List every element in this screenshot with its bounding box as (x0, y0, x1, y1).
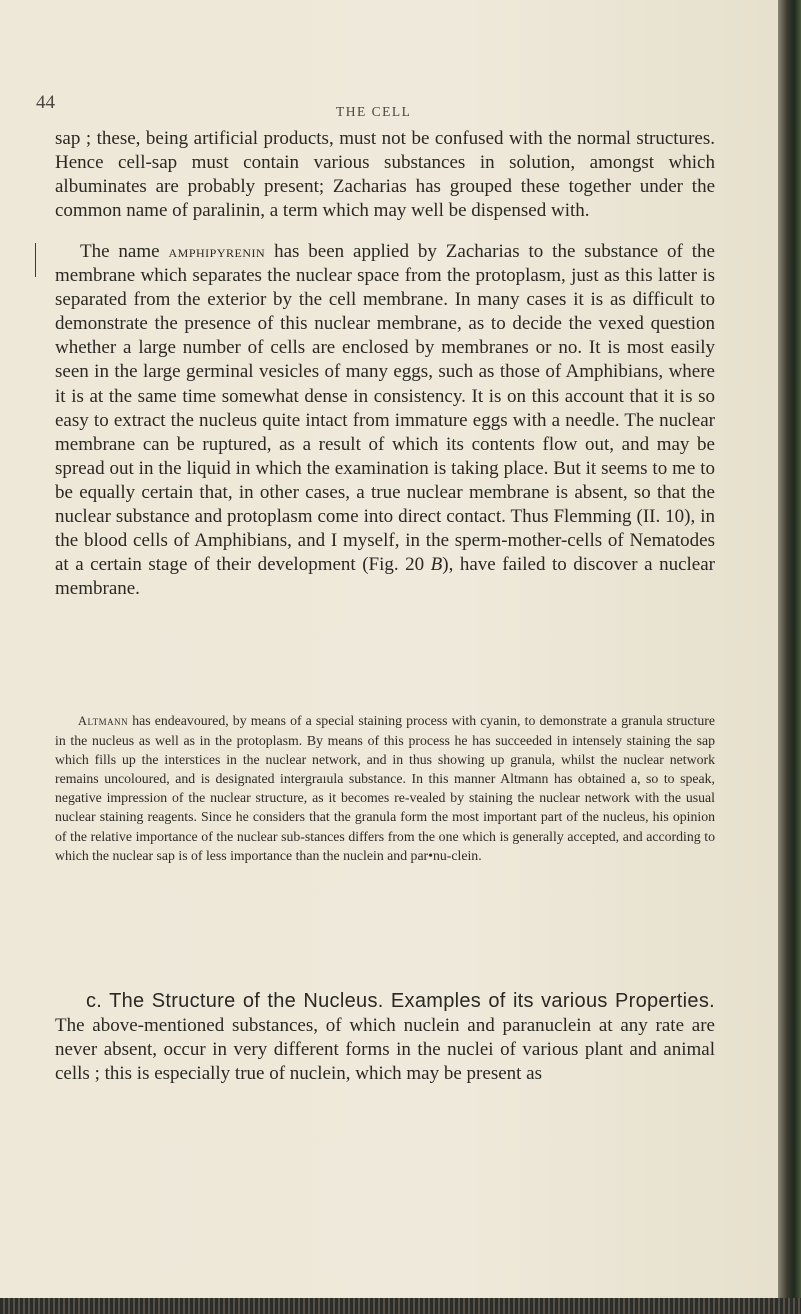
running-head: THE CELL (336, 104, 412, 119)
paragraph-text: ), have failed to discover a nuclear membrane. (55, 554, 715, 600)
paragraph-text: The name (80, 241, 169, 262)
figure-letter: B (430, 554, 443, 576)
section-heading: c. The Structure of the Nucleus. Examples of its various Properties. (86, 990, 715, 1012)
page-bottom-edge (0, 1298, 801, 1314)
paragraph-paralinin: sap ; these, being artificial products, must not be confused with the normal structures. Hence cell-sap must contain various substances in solution, amongst which albuminates are probably present; Zacharias has grouped these together under the common name of paralinin, a term which may well be dispensed with. (55, 128, 715, 222)
paragraph-text: has been applied by Zacharias to the substance of the membrane which separates the nuclear space from the protoplasm, just as this latter is separated from the exterior by the cell membrane. In many cases it is as difficult to demonstrate the presence of this nuclear membrane, as to decide the vexed question whether a large number of cells are enclosed by membranes or no. It is most easily seen in the large germinal vesicles of many eggs, such as those of Amphibians, where it is at the same time somewhat dense in consistency. It is on this account that it is so easy to extract the nucleus quite intact from immature eggs with a needle. The nuclear membrane can be ruptured, as a result of which its contents flow out, and may be spread out in the liquid in which the examination is taking place. But it seems to me to be equally certain that, in other cases, a true nuclear membrane is absent, so that the nuclear substance and protoplasm come into direct contact. Thus Flemming (II. 10), in the blood cells of Amphibians, and I myself, in the sperm-mother-cells of Nematodes at a certain stage of their development (Fig. 20 (55, 241, 715, 576)
paragraph-text: The above-mentioned substances, of which nuclein and paranuclein at any rate are never absent, occur in very different forms in the nuclei of various plant and animal cells ; this is especially true of nuclein, which may be present as (55, 1015, 715, 1085)
page-number: 44 (36, 92, 55, 113)
book-spine-edge (778, 0, 801, 1314)
author-name: Altmann (78, 714, 129, 728)
paragraph-text: has endeavoured, by means of a special staining process with cyanin, to demonstrate a granula structure in the nucleus as well as in the protoplasm. By means of this process he has succeeded in intensely staining the sap which fills up the interstices in the nuclear network, and in thus showing up granula, whilst the nuclear network remains uncoloured, and is designated intergraıula substance. In this manner Altmann has obtained a, so to speak, negative impression of the nuclear structure, as it becomes re-vealed by staining the nuclear network with the usual nuclear staining reagents. Since he considers that the granula form the most important part of the nucleus, his opinion of the relative importance of the nuclear sub-stances differs from the one which is generally accepted, and according to which the nuclear sap is of less importance than the nuclein and par•nu-clein. (55, 713, 715, 863)
margin-bracket-mark (35, 243, 41, 277)
term-amphipyrenin: amphipyrenin (168, 242, 266, 261)
paragraph-altmann-note (55, 711, 715, 865)
page-header (0, 92, 778, 126)
section-nucleus-structure (55, 989, 715, 1086)
paragraph-amphipyrenin (55, 240, 715, 601)
